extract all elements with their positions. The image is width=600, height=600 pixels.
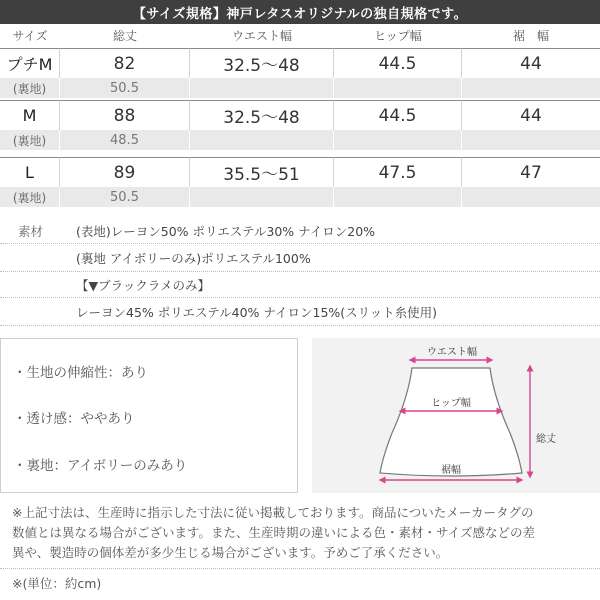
header-size: サイズ bbox=[12, 28, 48, 43]
material-row-lining bbox=[0, 244, 600, 272]
material-row-variant-detail bbox=[0, 298, 600, 326]
waist-value: 32.5〜48 bbox=[190, 100, 334, 130]
size-label: プチM bbox=[0, 48, 60, 78]
size-row-petite-m bbox=[0, 48, 600, 98]
length-value: 89 bbox=[60, 157, 190, 187]
lining-label: (裏地) bbox=[0, 130, 60, 150]
divider bbox=[0, 568, 600, 569]
lining-label: (裏地) bbox=[0, 187, 60, 207]
header-waist: ウエスト幅 bbox=[231, 28, 292, 43]
header-hip: ヒップ幅 bbox=[374, 28, 422, 43]
size-table-header bbox=[0, 24, 600, 46]
measurement-diagram bbox=[312, 338, 600, 493]
note-line: 異や、製造時の個体差が多少生じる場合がございます。予めご了承ください。 bbox=[12, 545, 449, 560]
hem-value: 44 bbox=[462, 48, 600, 78]
lining-length-value: 48.5 bbox=[60, 130, 190, 150]
disclaimer-notes bbox=[12, 503, 592, 563]
length-value: 82 bbox=[60, 48, 190, 78]
lining-info: ・裏地：アイボリーのみあり bbox=[13, 458, 188, 474]
fabric-info-box bbox=[0, 338, 298, 493]
note-line: ※上記寸法は、生産時に指示した寸法に従い掲載しております。商品についたメーカータグの bbox=[12, 505, 534, 520]
header-length: 総丈 bbox=[112, 28, 137, 43]
material-row-variant bbox=[0, 272, 600, 298]
length-value: 88 bbox=[60, 100, 190, 130]
size-row-m bbox=[0, 100, 600, 150]
hem-value: 44 bbox=[462, 100, 600, 130]
hip-label: ヒップ幅 bbox=[431, 398, 471, 409]
skirt-diagram bbox=[312, 338, 600, 493]
waist-value: 35.5〜51 bbox=[190, 157, 334, 187]
lining-length-value: 50.5 bbox=[60, 78, 190, 98]
hem-label: 裾幅 bbox=[441, 465, 461, 476]
hip-value: 44.5 bbox=[334, 48, 462, 78]
hem-value: 47 bbox=[462, 157, 600, 187]
stretch-info: ・生地の伸縮性：あり bbox=[13, 365, 148, 381]
waist-label: ウエスト幅 bbox=[427, 347, 477, 358]
material-variant-heading: 【▼ブラックラメのみ】 bbox=[76, 277, 210, 293]
material-row-outer bbox=[0, 218, 600, 244]
unit-note: ※(単位：約cm) bbox=[12, 576, 102, 591]
hip-value: 44.5 bbox=[334, 100, 462, 130]
material-outer-text: (表地)レーヨン50% ポリエステル30% ナイロン20% bbox=[76, 223, 376, 239]
size-label: M bbox=[0, 100, 60, 130]
size-row-l bbox=[0, 157, 600, 207]
header-hem: 裾 幅 bbox=[512, 28, 549, 43]
sheerness-info: ・透け感：ややあり bbox=[13, 411, 135, 427]
material-lining-text: (裏地 アイボリーのみ)ポリエステル100% bbox=[76, 250, 311, 266]
note-line: 数値とは異なる場合がございます。また、生産時期の違いによる色・素材・サイズ感などの差 bbox=[12, 525, 536, 540]
material-variant-text: レーヨン45% ポリエステル40% ナイロン15%(スリット糸使用) bbox=[76, 304, 438, 320]
size-spec-title: 【サイズ規格】神戸レタスオリジナルの独自規格です。 bbox=[0, 0, 600, 24]
hip-value: 47.5 bbox=[334, 157, 462, 187]
lining-length-value: 50.5 bbox=[60, 187, 190, 207]
lining-label: (裏地) bbox=[0, 78, 60, 98]
length-label: 総丈 bbox=[536, 434, 556, 445]
waist-value: 32.5〜48 bbox=[190, 48, 334, 78]
material-key: 素材 bbox=[18, 223, 44, 239]
size-label: L bbox=[0, 157, 60, 187]
skirt-outline-icon bbox=[380, 368, 522, 476]
